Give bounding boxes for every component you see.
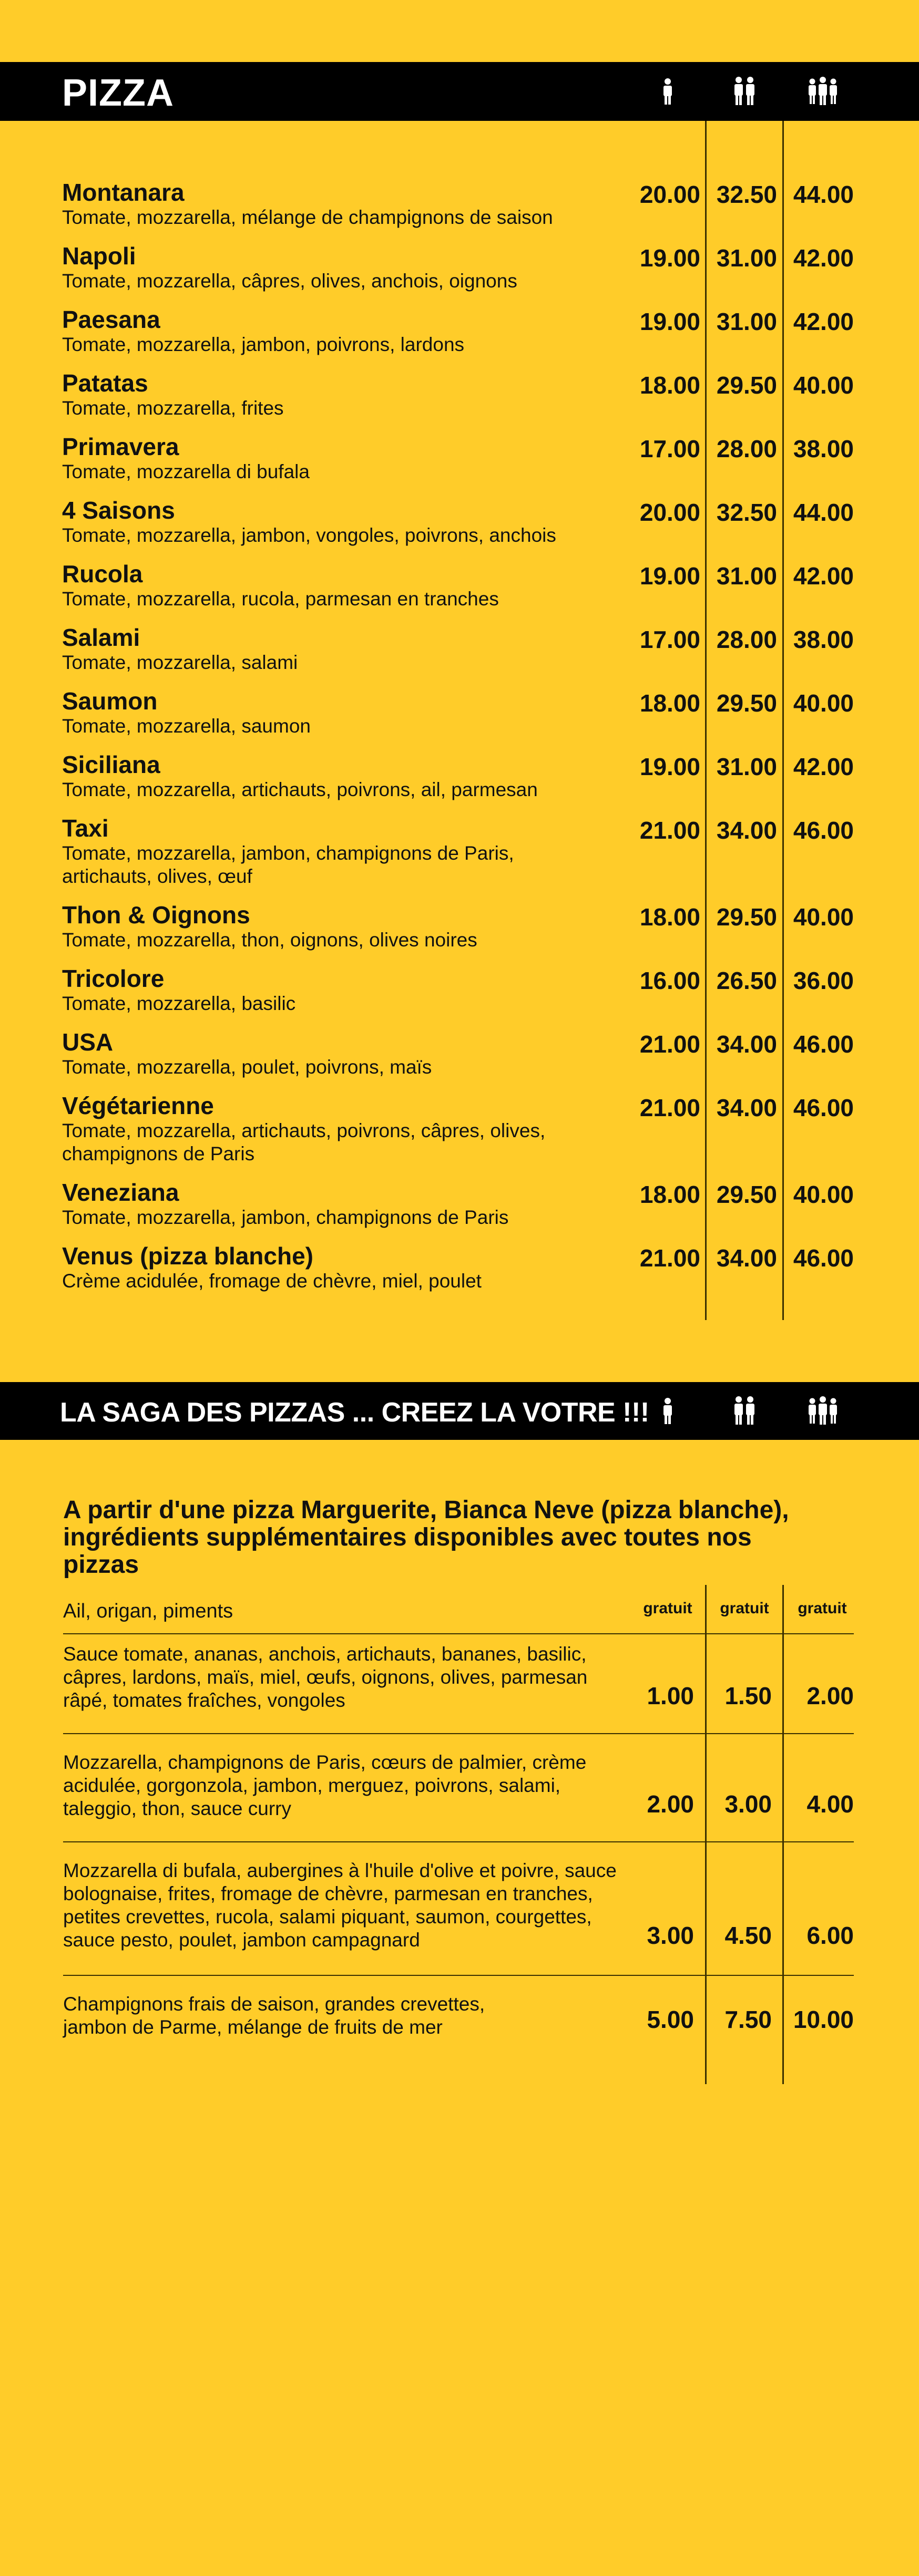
pizza-price: 18.00 bbox=[639, 689, 700, 717]
pizza-name: Taxi bbox=[62, 815, 109, 842]
pizza-row bbox=[62, 751, 861, 801]
supplement-price: 2.00 bbox=[806, 1682, 854, 1709]
pizza-name: Montanara bbox=[62, 179, 185, 206]
supplement-price: 10.00 bbox=[793, 2006, 854, 2033]
pizza-price: 38.00 bbox=[793, 626, 854, 653]
pizza-row bbox=[62, 815, 861, 888]
supplement-ingredients: Mozzarella, champignons de Paris, cœurs de palmier, crème acidulée, gorgonzola, jambon, merguez, poivrons, salami, taleggio, thon, sauce curry bbox=[63, 1751, 587, 1819]
pizza-name: Saumon bbox=[62, 687, 158, 715]
row-divider bbox=[63, 1733, 854, 1734]
pizza-price: 42.00 bbox=[793, 753, 854, 780]
supplement-price: 1.00 bbox=[647, 1682, 694, 1709]
supplement-price: 6.00 bbox=[806, 1922, 854, 1949]
one-person-icon bbox=[647, 62, 689, 121]
pizza-row bbox=[62, 306, 861, 356]
pizza-price: 26.50 bbox=[716, 967, 777, 994]
pizza-row bbox=[62, 433, 861, 483]
pizza-ingredients: Tomate, mozzarella, salami bbox=[62, 652, 298, 673]
pizza-price: 40.00 bbox=[793, 903, 854, 931]
pizza-ingredients: Tomate, mozzarella, thon, oignons, olives noires bbox=[62, 929, 477, 951]
supplement-price: 4.00 bbox=[806, 1790, 854, 1818]
pizza-ingredients: Tomate, mozzarella, frites bbox=[62, 397, 284, 419]
free-price: gratuit bbox=[643, 1600, 692, 1617]
pizza-price: 34.00 bbox=[716, 1244, 777, 1272]
pizza-row bbox=[62, 901, 861, 952]
pizza-row bbox=[62, 1028, 861, 1079]
pizza-price: 36.00 bbox=[793, 967, 854, 994]
pizza-price: 31.00 bbox=[716, 244, 777, 272]
pizza-price: 21.00 bbox=[639, 1094, 700, 1121]
pizza-name: Primavera bbox=[62, 433, 179, 460]
supplement-price: 1.50 bbox=[724, 1682, 772, 1709]
pizza-list bbox=[62, 179, 861, 1306]
supplement-row bbox=[63, 1751, 854, 1840]
pizza-price: 46.00 bbox=[793, 1244, 854, 1272]
pizza-price: 21.00 bbox=[639, 817, 700, 844]
pizza-price: 46.00 bbox=[793, 1094, 854, 1121]
pizza-row bbox=[62, 179, 861, 229]
pizza-price: 18.00 bbox=[639, 903, 700, 931]
pizza-ingredients: Tomate, mozzarella, rucola, parmesan en tranches bbox=[62, 588, 499, 610]
pizza-ingredients: Tomate, mozzarella, jambon, champignons de Paris, artichauts, olives, œuf bbox=[62, 842, 514, 887]
pizza-price: 29.50 bbox=[716, 1181, 777, 1208]
two-people-icon bbox=[723, 62, 765, 121]
pizza-ingredients: Tomate, mozzarella, saumon bbox=[62, 715, 311, 737]
pizza-price: 31.00 bbox=[716, 753, 777, 780]
row-divider bbox=[63, 1975, 854, 1976]
pizza-ingredients: Crème acidulée, fromage de chèvre, miel, poulet bbox=[62, 1270, 482, 1292]
pizza-price: 46.00 bbox=[793, 1031, 854, 1058]
pizza-price: 29.50 bbox=[716, 903, 777, 931]
pizza-price: 46.00 bbox=[793, 817, 854, 844]
pizza-row bbox=[62, 1092, 861, 1166]
pizza-price: 32.50 bbox=[716, 181, 777, 208]
row-divider bbox=[63, 1633, 854, 1634]
pizza-section-title: PIZZA bbox=[62, 72, 174, 114]
pizza-price: 28.00 bbox=[716, 626, 777, 653]
pizza-row bbox=[62, 242, 861, 293]
pizza-price: 29.50 bbox=[716, 372, 777, 399]
supplement-price: 7.50 bbox=[724, 2006, 772, 2033]
pizza-price: 34.00 bbox=[716, 1031, 777, 1058]
pizza-price: 31.00 bbox=[716, 308, 777, 335]
pizza-ingredients: Tomate, mozzarella, artichauts, poivrons, ail, parmesan bbox=[62, 779, 538, 800]
pizza-price: 18.00 bbox=[639, 1181, 700, 1208]
pizza-row bbox=[62, 1179, 861, 1229]
pizza-price: 21.00 bbox=[639, 1244, 700, 1272]
pizza-ingredients: Tomate, mozzarella, artichauts, poivrons, câpres, olives, champignons de Paris bbox=[62, 1120, 546, 1165]
pizza-price: 16.00 bbox=[639, 967, 700, 994]
one-person-icon bbox=[647, 1382, 689, 1440]
supplement-ingredients: Mozzarella di bufala, aubergines à l'huile d'olive et poivre, sauce bolognaise, frites, fromage de chèvre, parmesan en tranches, petites crevettes, rucola, salami piquant, saumon, courgettes, sauce pesto, poulet, jambon campagnard bbox=[63, 1860, 617, 1951]
pizza-price: 21.00 bbox=[639, 1031, 700, 1058]
pizza-price: 32.50 bbox=[716, 499, 777, 526]
pizza-price: 19.00 bbox=[639, 562, 700, 590]
pizza-price: 20.00 bbox=[639, 499, 700, 526]
saga-header-bar bbox=[0, 1382, 919, 1440]
supplement-row bbox=[63, 1993, 854, 2056]
supplement-ingredients: Champignons frais de saison, grandes crevettes, jambon de Parme, mélange de fruits de mer bbox=[63, 1993, 485, 2038]
free-price: gratuit bbox=[720, 1600, 769, 1617]
supplement-row bbox=[63, 1859, 854, 1975]
pizza-ingredients: Tomate, mozzarella, basilic bbox=[62, 993, 296, 1014]
pizza-price: 28.00 bbox=[716, 435, 777, 462]
supplement-price: 3.00 bbox=[724, 1790, 772, 1818]
pizza-price: 40.00 bbox=[793, 689, 854, 717]
three-people-icon bbox=[799, 1382, 846, 1440]
pizza-price: 44.00 bbox=[793, 499, 854, 526]
pizza-ingredients: Tomate, mozzarella di bufala bbox=[62, 461, 310, 482]
three-people-icon bbox=[799, 62, 846, 121]
supplement-price: 3.00 bbox=[647, 1922, 694, 1949]
pizza-price: 40.00 bbox=[793, 372, 854, 399]
supplement-row bbox=[63, 1643, 854, 1732]
pizza-price: 42.00 bbox=[793, 562, 854, 590]
pizza-name: Tricolore bbox=[62, 965, 165, 992]
pizza-row bbox=[62, 624, 861, 674]
pizza-price: 17.00 bbox=[639, 435, 700, 462]
pizza-price: 17.00 bbox=[639, 626, 700, 653]
pizza-name: Venus (pizza blanche) bbox=[62, 1242, 313, 1270]
pizza-ingredients: Tomate, mozzarella, mélange de champignons de saison bbox=[62, 207, 553, 228]
pizza-price: 19.00 bbox=[639, 244, 700, 272]
pizza-price: 18.00 bbox=[639, 372, 700, 399]
pizza-price: 40.00 bbox=[793, 1181, 854, 1208]
pizza-price: 44.00 bbox=[793, 181, 854, 208]
pizza-price: 29.50 bbox=[716, 689, 777, 717]
pizza-header-bar bbox=[0, 62, 919, 121]
pizza-price: 19.00 bbox=[639, 308, 700, 335]
supplement-price: 5.00 bbox=[647, 2006, 694, 2033]
pizza-name: Siciliana bbox=[62, 751, 160, 778]
free-ingredients-row bbox=[63, 1595, 854, 1636]
two-people-icon bbox=[723, 1382, 765, 1440]
pizza-ingredients: Tomate, mozzarella, jambon, champignons de Paris bbox=[62, 1207, 509, 1228]
pizza-row bbox=[62, 965, 861, 1015]
pizza-name: Paesana bbox=[62, 306, 160, 333]
pizza-name: Rucola bbox=[62, 560, 143, 588]
pizza-name: Thon & Oignons bbox=[62, 901, 250, 929]
pizza-price: 31.00 bbox=[716, 562, 777, 590]
pizza-price: 20.00 bbox=[639, 181, 700, 208]
pizza-name: Végétarienne bbox=[62, 1092, 214, 1119]
pizza-price: 42.00 bbox=[793, 244, 854, 272]
pizza-ingredients: Tomate, mozzarella, câpres, olives, anchois, oignons bbox=[62, 270, 517, 292]
pizza-name: Patatas bbox=[62, 369, 148, 397]
row-divider bbox=[63, 1841, 854, 1842]
pizza-name: Napoli bbox=[62, 242, 136, 270]
pizza-name: 4 Saisons bbox=[62, 497, 175, 524]
free-price: gratuit bbox=[798, 1600, 847, 1617]
saga-section-title: LA SAGA DES PIZZAS ... CREEZ LA VOTRE !!! bbox=[60, 1397, 649, 1428]
pizza-name: USA bbox=[62, 1028, 114, 1056]
pizza-row bbox=[62, 687, 861, 738]
pizza-ingredients: Tomate, mozzarella, poulet, poivrons, maïs bbox=[62, 1056, 432, 1078]
pizza-name: Salami bbox=[62, 624, 140, 651]
saga-intro-text: A partir d'une pizza Marguerite, Bianca Neve (pizza blanche), ingrédients supplémentaires disponibles avec toutes nos pizzas bbox=[63, 1496, 789, 1579]
pizza-price: 19.00 bbox=[639, 753, 700, 780]
supplement-price: 2.00 bbox=[647, 1790, 694, 1818]
pizza-price: 34.00 bbox=[716, 1094, 777, 1121]
supplement-price: 4.50 bbox=[724, 1922, 772, 1949]
pizza-ingredients: Tomate, mozzarella, jambon, poivrons, lardons bbox=[62, 334, 465, 355]
pizza-price: 42.00 bbox=[793, 308, 854, 335]
supplement-ingredients: Sauce tomate, ananas, anchois, artichauts, bananes, basilic, câpres, lardons, maïs, miel, œufs, oignons, olives, parmesan râpé, tomates fraîches, vongoles bbox=[63, 1643, 588, 1711]
pizza-row bbox=[62, 497, 861, 547]
pizza-price: 34.00 bbox=[716, 817, 777, 844]
pizza-row bbox=[62, 560, 861, 611]
pizza-name: Veneziana bbox=[62, 1179, 179, 1206]
pizza-ingredients: Tomate, mozzarella, jambon, vongoles, poivrons, anchois bbox=[62, 524, 556, 546]
pizza-price: 38.00 bbox=[793, 435, 854, 462]
pizza-row bbox=[62, 369, 861, 420]
pizza-row bbox=[62, 1242, 861, 1293]
free-ingredients-label: Ail, origan, piments bbox=[63, 1600, 233, 1622]
